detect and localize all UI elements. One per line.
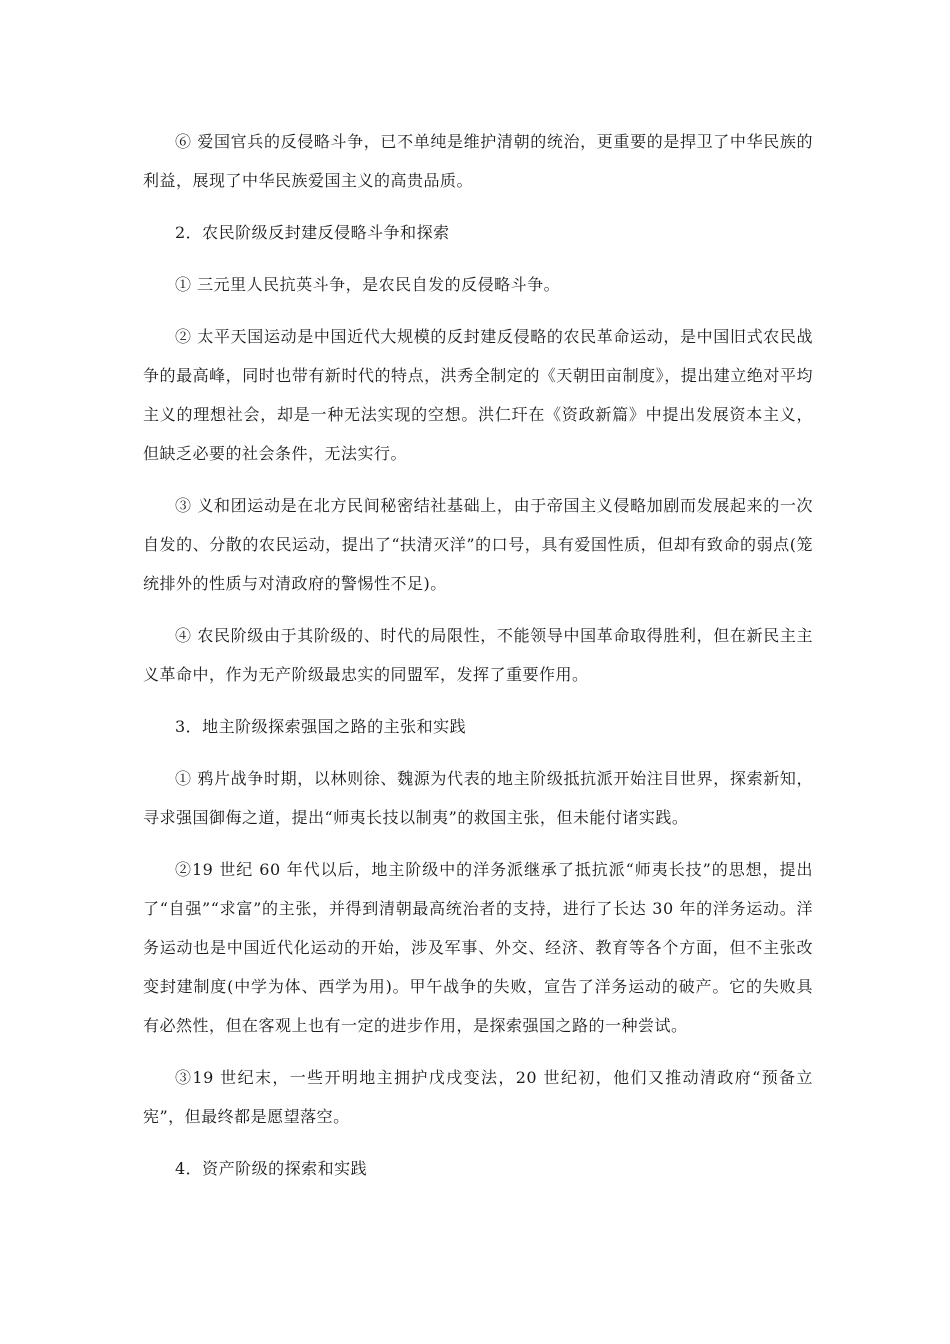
paragraph-opium-war: ① 鸦片战争时期，以林则徐、魏源为代表的地主阶级抵抗派开始注目世界，探索新知，寻求强国御侮之道，提出“师夷长技以制夷”的救国主张，但未能付诸实践。 bbox=[143, 769, 813, 827]
paragraph-taiping: ② 太平天国运动是中国近代大规模的反封建反侵略的农民革命运动，是中国旧式农民战争的最高峰，同时也带有新时代的特点，洪秀全制定的《天朝田亩制度》，提出建立绝对平均主义的理想社会，却是一种无法实现的空想。洪仁玕在《资政新篇》中提出发展资本主义，但缺乏必要的社会条件，无法实行。 bbox=[143, 327, 813, 463]
document-body bbox=[143, 122, 813, 1201]
paragraph-patriotic-officers: ⑥ 爱国官兵的反侵略斗争，已不单纯是维护清朝的统治，更重要的是捍卫了中华民族的利益，展现了中华民族爱国主义的高贵品质。 bbox=[143, 132, 813, 190]
heading-bourgeoisie: 4．资产阶级的探索和实践 bbox=[175, 1159, 368, 1178]
paragraph-westernization: ②19 世纪 60 年代以后，地主阶级中的洋务派继承了抵抗派“师夷长技”的思想，提出了“自强”“求富”的主张，并得到清朝最高统治者的支持，进行了长达 30 年的洋务运动。洋务运动也是中国近代化运动的开始，涉及军事、外交、经济、教育等各个方面，但不主张改变封建制度(中学为体、西学为用)。甲午战争的失败，宣告了洋务运动的破产。它的失败具有必然性，但在客观上也有一定的进步作用，是探索强国之路的一种尝试。 bbox=[143, 860, 813, 1035]
paragraph-sanyuanli: ① 三元里人民抗英斗争，是农民自发的反侵略斗争。 bbox=[175, 275, 561, 294]
paragraph-boxer: ③ 义和团运动是在北方民间秘密结社基础上，由于帝国主义侵略加剧而发展起来的一次自发的、分散的农民运动，提出了“扶清灭洋”的口号，具有爱国性质，但却有致命的弱点(笼统排外的性质与对清政府的警惕性不足)。 bbox=[143, 496, 813, 593]
paragraph-peasant-limits: ④ 农民阶级由于其阶级的、时代的局限性，不能领导中国革命取得胜利，但在新民主主义革命中，作为无产阶级最忠实的同盟军，发挥了重要作用。 bbox=[143, 626, 813, 684]
heading-peasant-class: 2．农民阶级反封建反侵略斗争和探索 bbox=[175, 223, 450, 242]
paragraph-reform: ③19 世纪末，一些开明地主拥护戊戌变法，20 世纪初，他们又推动清政府“预备立宪”，但最终都是愿望落空。 bbox=[143, 1068, 813, 1126]
heading-landlord-class: 3．地主阶级探索强国之路的主张和实践 bbox=[175, 717, 467, 736]
